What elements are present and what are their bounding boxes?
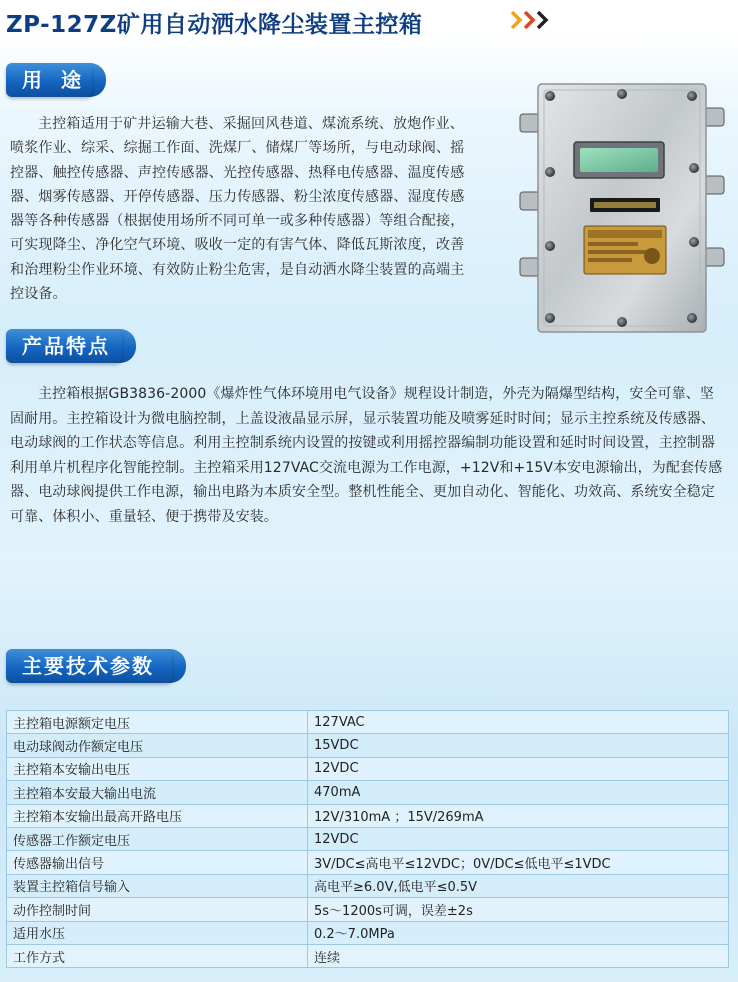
- table-row: [7, 898, 729, 921]
- features-paragraph: 主控箱根据GB3836-2000《爆炸性气体环境用电气设备》规程设计制造，外壳为隔爆型结构，安全可靠、坚固耐用。主控箱设计为微电脑控制，上盖设液晶显示屏，显示装置功能及喷雾延时时间；显示主控系统及传感器、电动球阀的工作状态等信息。利用主控制系统内设置的按键或利用摇控器编制功能设置和延时时间设置，主控制器利用单片机程序化智能控制。主控箱采用127VAC交流电源为工作电源，+12V和+15V本安电源输出，为配套传感器、电动球阀提供工作电源，输出电路为本质安全型。整机性能全、更加自动化、智能化、功效高、系统安全稳定可靠、体积小、重量轻、便于携带及安装。: [10, 386, 723, 525]
- table-row: [7, 944, 729, 967]
- control-box-photo: [518, 82, 726, 336]
- spec-name: 动作控制时间: [7, 898, 308, 921]
- table-row: [7, 711, 729, 734]
- table-row: [7, 874, 729, 897]
- spec-value: 12VDC: [308, 827, 729, 850]
- section-tab-specs: 主要技术参数: [6, 649, 172, 683]
- table-row: [7, 851, 729, 874]
- table-row: [7, 804, 729, 827]
- spec-value: 127VAC: [308, 711, 729, 734]
- table-row: [7, 757, 729, 780]
- spec-name: 装置主控箱信号输入: [7, 874, 308, 897]
- table-row: [7, 734, 729, 757]
- spec-name: 主控箱本安输出电压: [7, 757, 308, 780]
- spec-value: 470mA: [308, 781, 729, 804]
- spec-value: 5s～1200s可调，误差±2s: [308, 898, 729, 921]
- table-row: [7, 827, 729, 850]
- spec-name: 传感器工作额定电压: [7, 827, 308, 850]
- section-tab-features: 产品特点: [6, 329, 122, 363]
- spec-name: 主控箱本安输出最高开路电压: [7, 804, 308, 827]
- table-row: [7, 781, 729, 804]
- spec-value: 连续: [308, 944, 729, 967]
- spec-value: 15VDC: [308, 734, 729, 757]
- spec-name: 适用水压: [7, 921, 308, 944]
- spec-value: 0.2～7.0MPa: [308, 921, 729, 944]
- table-row: [7, 921, 729, 944]
- spec-name: 电动球阀动作额定电压: [7, 734, 308, 757]
- spec-name: 主控箱本安最大输出电流: [7, 781, 308, 804]
- triple-chevron-icon: [508, 8, 558, 32]
- spec-name: 主控箱电源额定电压: [7, 711, 308, 734]
- usage-paragraph: 主控箱适用于矿井运输大巷、采掘回风巷道、煤流系统、放炮作业、喷浆作业、综采、综掘工作面、洗煤厂、储煤厂等场所，与电动球阀、摇控器、触控传感器、声控传感器、光控传感器、热释电传感器、温度传感器、烟雾传感器、开停传感器、压力传感器、粉尘浓度传感器、湿度传感器等各种传感器（根据使用场所不同可单一或多种传感器）等组合配接，可实现降尘、净化空气环境、吸收一定的有害气体、降低瓦斯浓度，改善和治理粉尘作业环境、有效防止粉尘危害，是自动洒水降尘装置的高端主控设备。: [10, 116, 465, 303]
- section-tab-usage: 用 途: [6, 63, 92, 97]
- spec-value: 12V/310mA ；15V/269mA: [308, 804, 729, 827]
- specs-table: [6, 710, 729, 968]
- spec-value: 高电平≥6.0V,低电平≤0.5V: [308, 874, 729, 897]
- spec-value: 12VDC: [308, 757, 729, 780]
- spec-name: 工作方式: [7, 944, 308, 967]
- page-title: ZP-127Z矿用自动洒水降尘装置主控箱: [6, 12, 423, 38]
- spec-value: 3V/DC≤高电平≤12VDC；0V/DC≤低电平≤1VDC: [308, 851, 729, 874]
- spec-name: 传感器输出信号: [7, 851, 308, 874]
